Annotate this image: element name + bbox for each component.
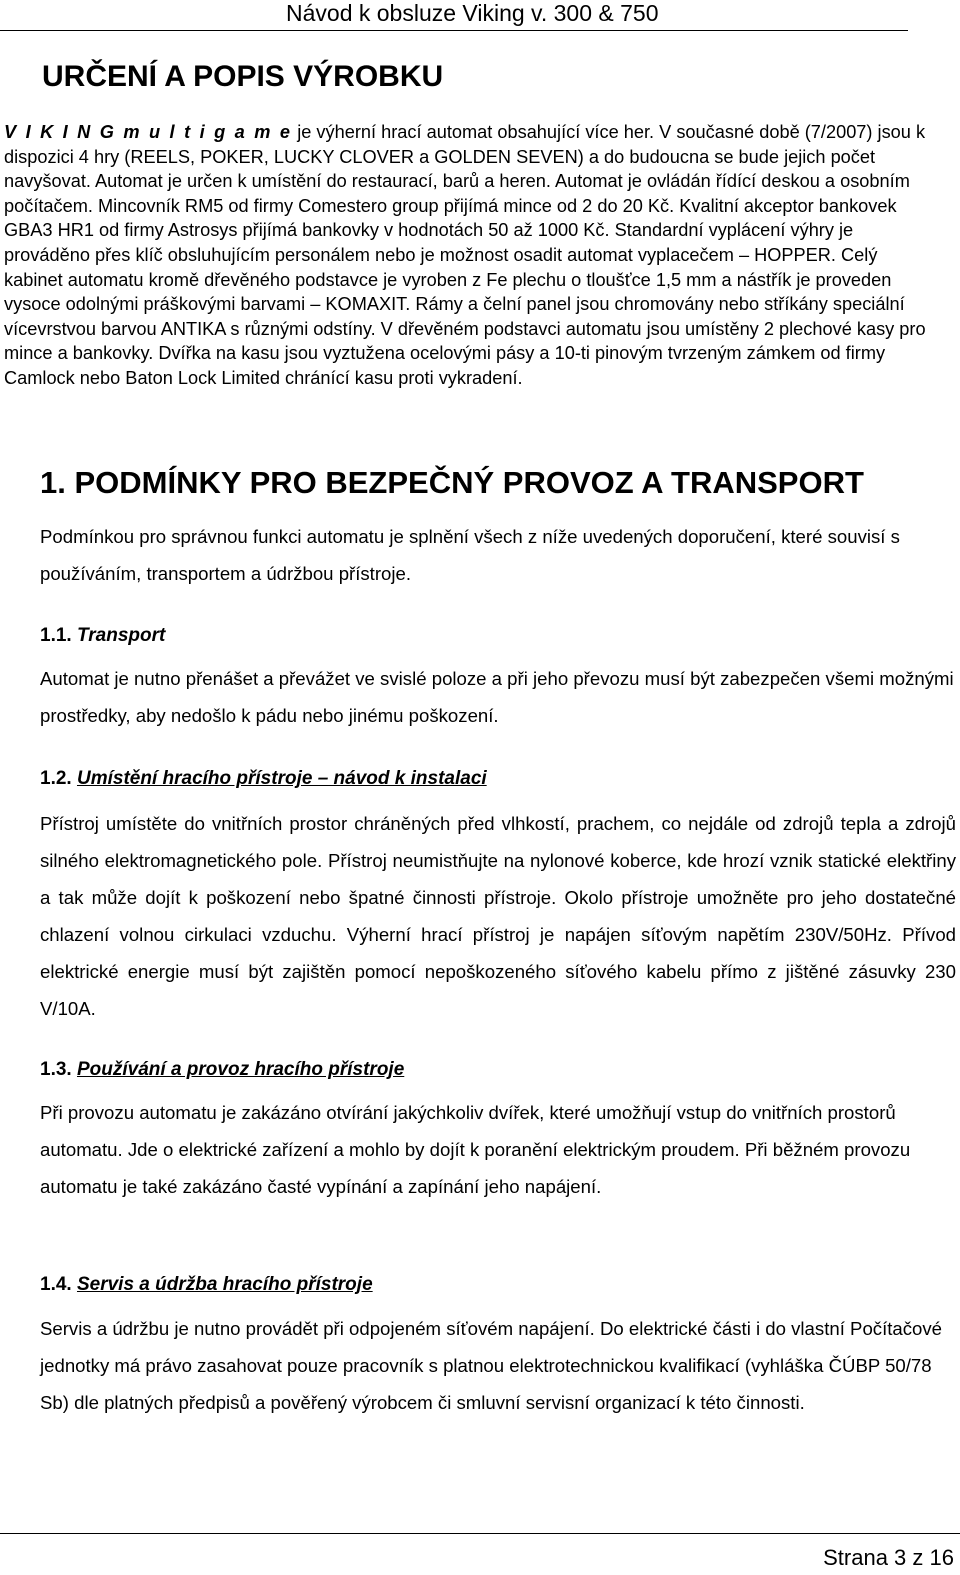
subsection-number: 1.3. bbox=[40, 1059, 72, 1080]
subsection-1-2-text: Přístroj umístěte do vnitřních prostor chráněných před vlhkostí, prachem, co nejdále od zdrojů tepla a zdrojů silného elektromagnetického pole. Přístroj neumistňujte na nylonové koberce, kde hrozí vznik statické elektřiny a tak může dojít k poškození nebo špatné činnosti přístroje. Okolo přístroje umožněte pro jeho dostatečné chlazení volnou cirkulaci vzduchu. Výherní hrací přístroj je napájen síťovým napětím 230V/50Hz. Přívod elektrické energie musí být zajištěn pomocí nepoškozeného síťového kabelu přímo z jištěné zásuvky 230 V/10A. bbox=[40, 813, 956, 1019]
subsection-title: Transport bbox=[76, 625, 166, 646]
running-title: Návod k obsluze Viking v. 300 & 750 bbox=[286, 0, 659, 26]
document-title: URČENÍ A POPIS VÝROBKU bbox=[42, 60, 444, 93]
section-1-intro: Podmínkou pro správnou funkci automatu je splnění všech z níže uvedených doporučení, které souvisí s používáním, transportem a údržbou přístroje. bbox=[40, 526, 900, 584]
subsection-title: Umístění hracího přístroje – návod k instalaci bbox=[76, 768, 487, 789]
subsection-1-1-heading bbox=[40, 623, 165, 649]
section-1-title: 1. PODMÍNKY PRO BEZPEČNÝ PROVOZ A TRANSPORT bbox=[40, 465, 864, 500]
subsection-number: 1.1. bbox=[40, 625, 72, 646]
brand-name: V I K I N G m u l t i g a m e bbox=[4, 122, 293, 142]
page-number: Strana 3 z 16 bbox=[823, 1545, 954, 1570]
subsection-number: 1.2. bbox=[40, 768, 72, 789]
subsection-1-3-heading bbox=[40, 1057, 404, 1083]
header-divider bbox=[0, 30, 908, 31]
intro-text: je výherní hrací automat obsahující více her. V současné době (7/2007) jsou k dispozici 4 hry (REELS, POKER, LUCKY CLOVER a GOLDEN SEVEN) a do budoucna se bude jejich počet navyšovat. Automat je určen k umístění do restaurací, barů a heren. Automat je ovládán řídící deskou a osobním počítačem. Mincovník RM5 od firmy Comestero group přijímá mince od 2 do 20 Kč. Kvalitní akceptor bankovek GBA3 HR1 od firmy Astrosys přijímá bankovky v hodnotách 50 až 1000 Kč. Standardní vyplácení výhry je prováděno přes klíč obsluhujícím personálem nebo je možnost osadit automat vyplacečem – HOPPER. Celý kabinet automatu kromě dřevěného podstavce je vyroben z Fe plechu o tloušťce 1,5 mm a nástřík je proveden vysoce odolnými práškovými barvami – KOMAXIT. Rámy a čelní panel jsou chromovány nebo stříkány speciální vícevrstvou barvou ANTIKA s různými odstíny. V dřevěném podstavci automatu jsou umístěny 2 plechové kasy pro mince a bankovky. Dvířka na kasu jsou vyztužena ocelovými pásy a 10-ti pinovým tvrzeným zámkem od firmy Camlock nebo Baton Lock Limited chránící kasu proti vykradení. bbox=[4, 122, 926, 388]
subsection-number: 1.4. bbox=[40, 1274, 72, 1295]
subsection-1-4-text: Servis a údržbu je nutno provádět při odpojeném síťovém napájení. Do elektrické části i do vlastní Počítačové jednotky má právo zasahovat pouze pracovník s platnou elektrotechnickou kvalifikací (vyhláška ČÚBP 50/78 Sb) dle platných předpisů a pověřený výrobcem či smluvní servisní organizací k této činnosti. bbox=[40, 1318, 943, 1413]
subsection-title: Používání a provoz hracího přístroje bbox=[76, 1059, 405, 1080]
subsection-1-2-heading bbox=[40, 766, 487, 792]
subsection-1-1-text: Automat je nutno přenášet a převážet ve svislé poloze a při jeho převozu musí být zabezpečen všemi možnými prostředky, aby nedošlo k pádu nebo jinému poškození. bbox=[40, 668, 954, 726]
subsection-title: Servis a údržba hracího přístroje bbox=[76, 1274, 373, 1295]
footer-divider bbox=[0, 1533, 960, 1534]
intro-paragraph bbox=[4, 120, 939, 391]
subsection-1-3-text: Při provozu automatu je zakázáno otvírání jakýchkoliv dvířek, které umožňují vstup do vnitřních prostorů automatu. Jde o elektrické zařízení a mohlo by dojít k poranění elektrickým proudem. Při běžném provozu automatu je také zakázáno časté vypínání a zapínání jeho napájení. bbox=[40, 1102, 911, 1197]
subsection-1-4-heading bbox=[40, 1272, 373, 1298]
